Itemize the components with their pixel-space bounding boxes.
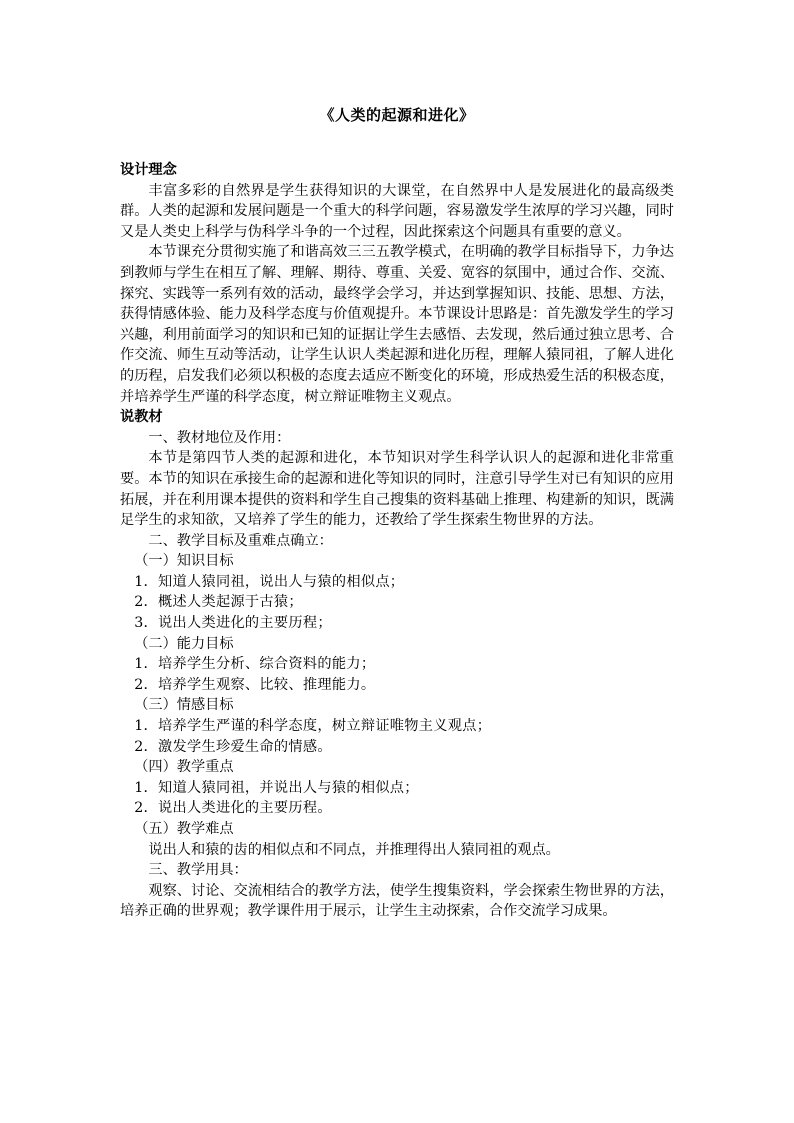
- goal-label: （三）情感目标: [134, 697, 234, 714]
- subheading: 二、教学目标及重难点确立：: [148, 532, 333, 549]
- goal-label: （四）教学重点: [134, 759, 234, 776]
- list-item: 1．培养学生严谨的科学态度，树立辩证唯物主义观点；: [134, 718, 492, 735]
- goal-label: （二）能力目标: [134, 635, 234, 652]
- document-title: 《人类的起源和进化》: [319, 106, 475, 124]
- list-item: 2．概述人类起源于古猿；: [134, 594, 303, 611]
- subheading: 三、教学用具：: [148, 862, 248, 879]
- list-item: 1．知道人猿同祖，并说出人与猿的相似点；: [134, 779, 419, 796]
- section-heading-textbook: 说教材: [120, 409, 163, 426]
- subheading: 一、教材地位及作用：: [148, 429, 291, 446]
- goal-label: （五）教学难点: [134, 821, 234, 837]
- section-heading-design: 设计理念: [120, 162, 177, 178]
- list-item: 2．说出人类进化的主要历程。: [134, 800, 332, 817]
- paragraph: 观察、讨论、交流相结合的教学方法，使学生搜集资料，学会探索生物世界的方法，培养正确的世界观；教学课件用于展示，让学生主动探索，合作交流学习成果。: [120, 882, 674, 920]
- paragraph: 本节是第四节人类的起源和进化，本节知识对学生科学认识人的起源和进化非常重要。本节的知识在承接生命的起源和进化等知识的同时，注意引导学生对已有知识的应用拓展，并在利用课本提供的资料和学生自己搜集的资料基础上推理、构建新的知识，既满足学生的求知欲，又培养了学生的能力，还教给了学生探索生物世界的方法。: [120, 450, 674, 529]
- document-body: [120, 160, 674, 922]
- paragraph: 丰富多彩的自然界是学生获得知识的大课堂，在自然界中人是发展进化的最高级类群。人类的起源和发展问题是一个重大的科学问题，容易激发学生浓厚的学习兴趣，同时又是人类史上科学与伪科学斗争的一个过程，因此探索这个问题具有重要的意义。: [120, 182, 674, 240]
- paragraph: 本节课充分贯彻实施了和谐高效三三五教学模式，在明确的教学目标指导下，力争达到教师与学生在相互了解、理解、期待、尊重、关爱、宽容的氛围中，通过合作、交流、探究、实践等一系列有效的活动，最终学会学习，并达到掌握知识、技能、思想、方法，获得情感体验、能力及科学态度与价值观提升。本节课设计思路是：首先激发学生的学习兴趣，利用前面学习的知识和已知的证据让学生去感悟、去发现，然后通过独立思考、合作交流、师生互动等活动，让学生认识人类起源和进化历程，理解人猿同祖，了解人进化的历程，启发我们必须以积极的态度去适应不断变化的环境，形成热爱生活的积极态度，并培养学生严谨的科学态度，树立辩证唯物主义观点。: [120, 244, 674, 405]
- list-item: 2．激发学生珍爱生命的情感。: [134, 738, 332, 755]
- list-item: 1．培养学生分析、综合资料的能力；: [134, 656, 376, 673]
- goal-label: （一）知识目标: [134, 553, 234, 570]
- list-item: 3．说出人类进化的主要历程；: [134, 615, 332, 632]
- difficulty-text: 说出人和猿的齿的相似点和不同点，并推理得出人猿同祖的观点。: [148, 841, 560, 858]
- list-item: 2．培养学生观察、比较、推理能力。: [134, 676, 376, 693]
- list-item: 1．知道人猿同祖，说出人与猿的相似点；: [134, 573, 405, 590]
